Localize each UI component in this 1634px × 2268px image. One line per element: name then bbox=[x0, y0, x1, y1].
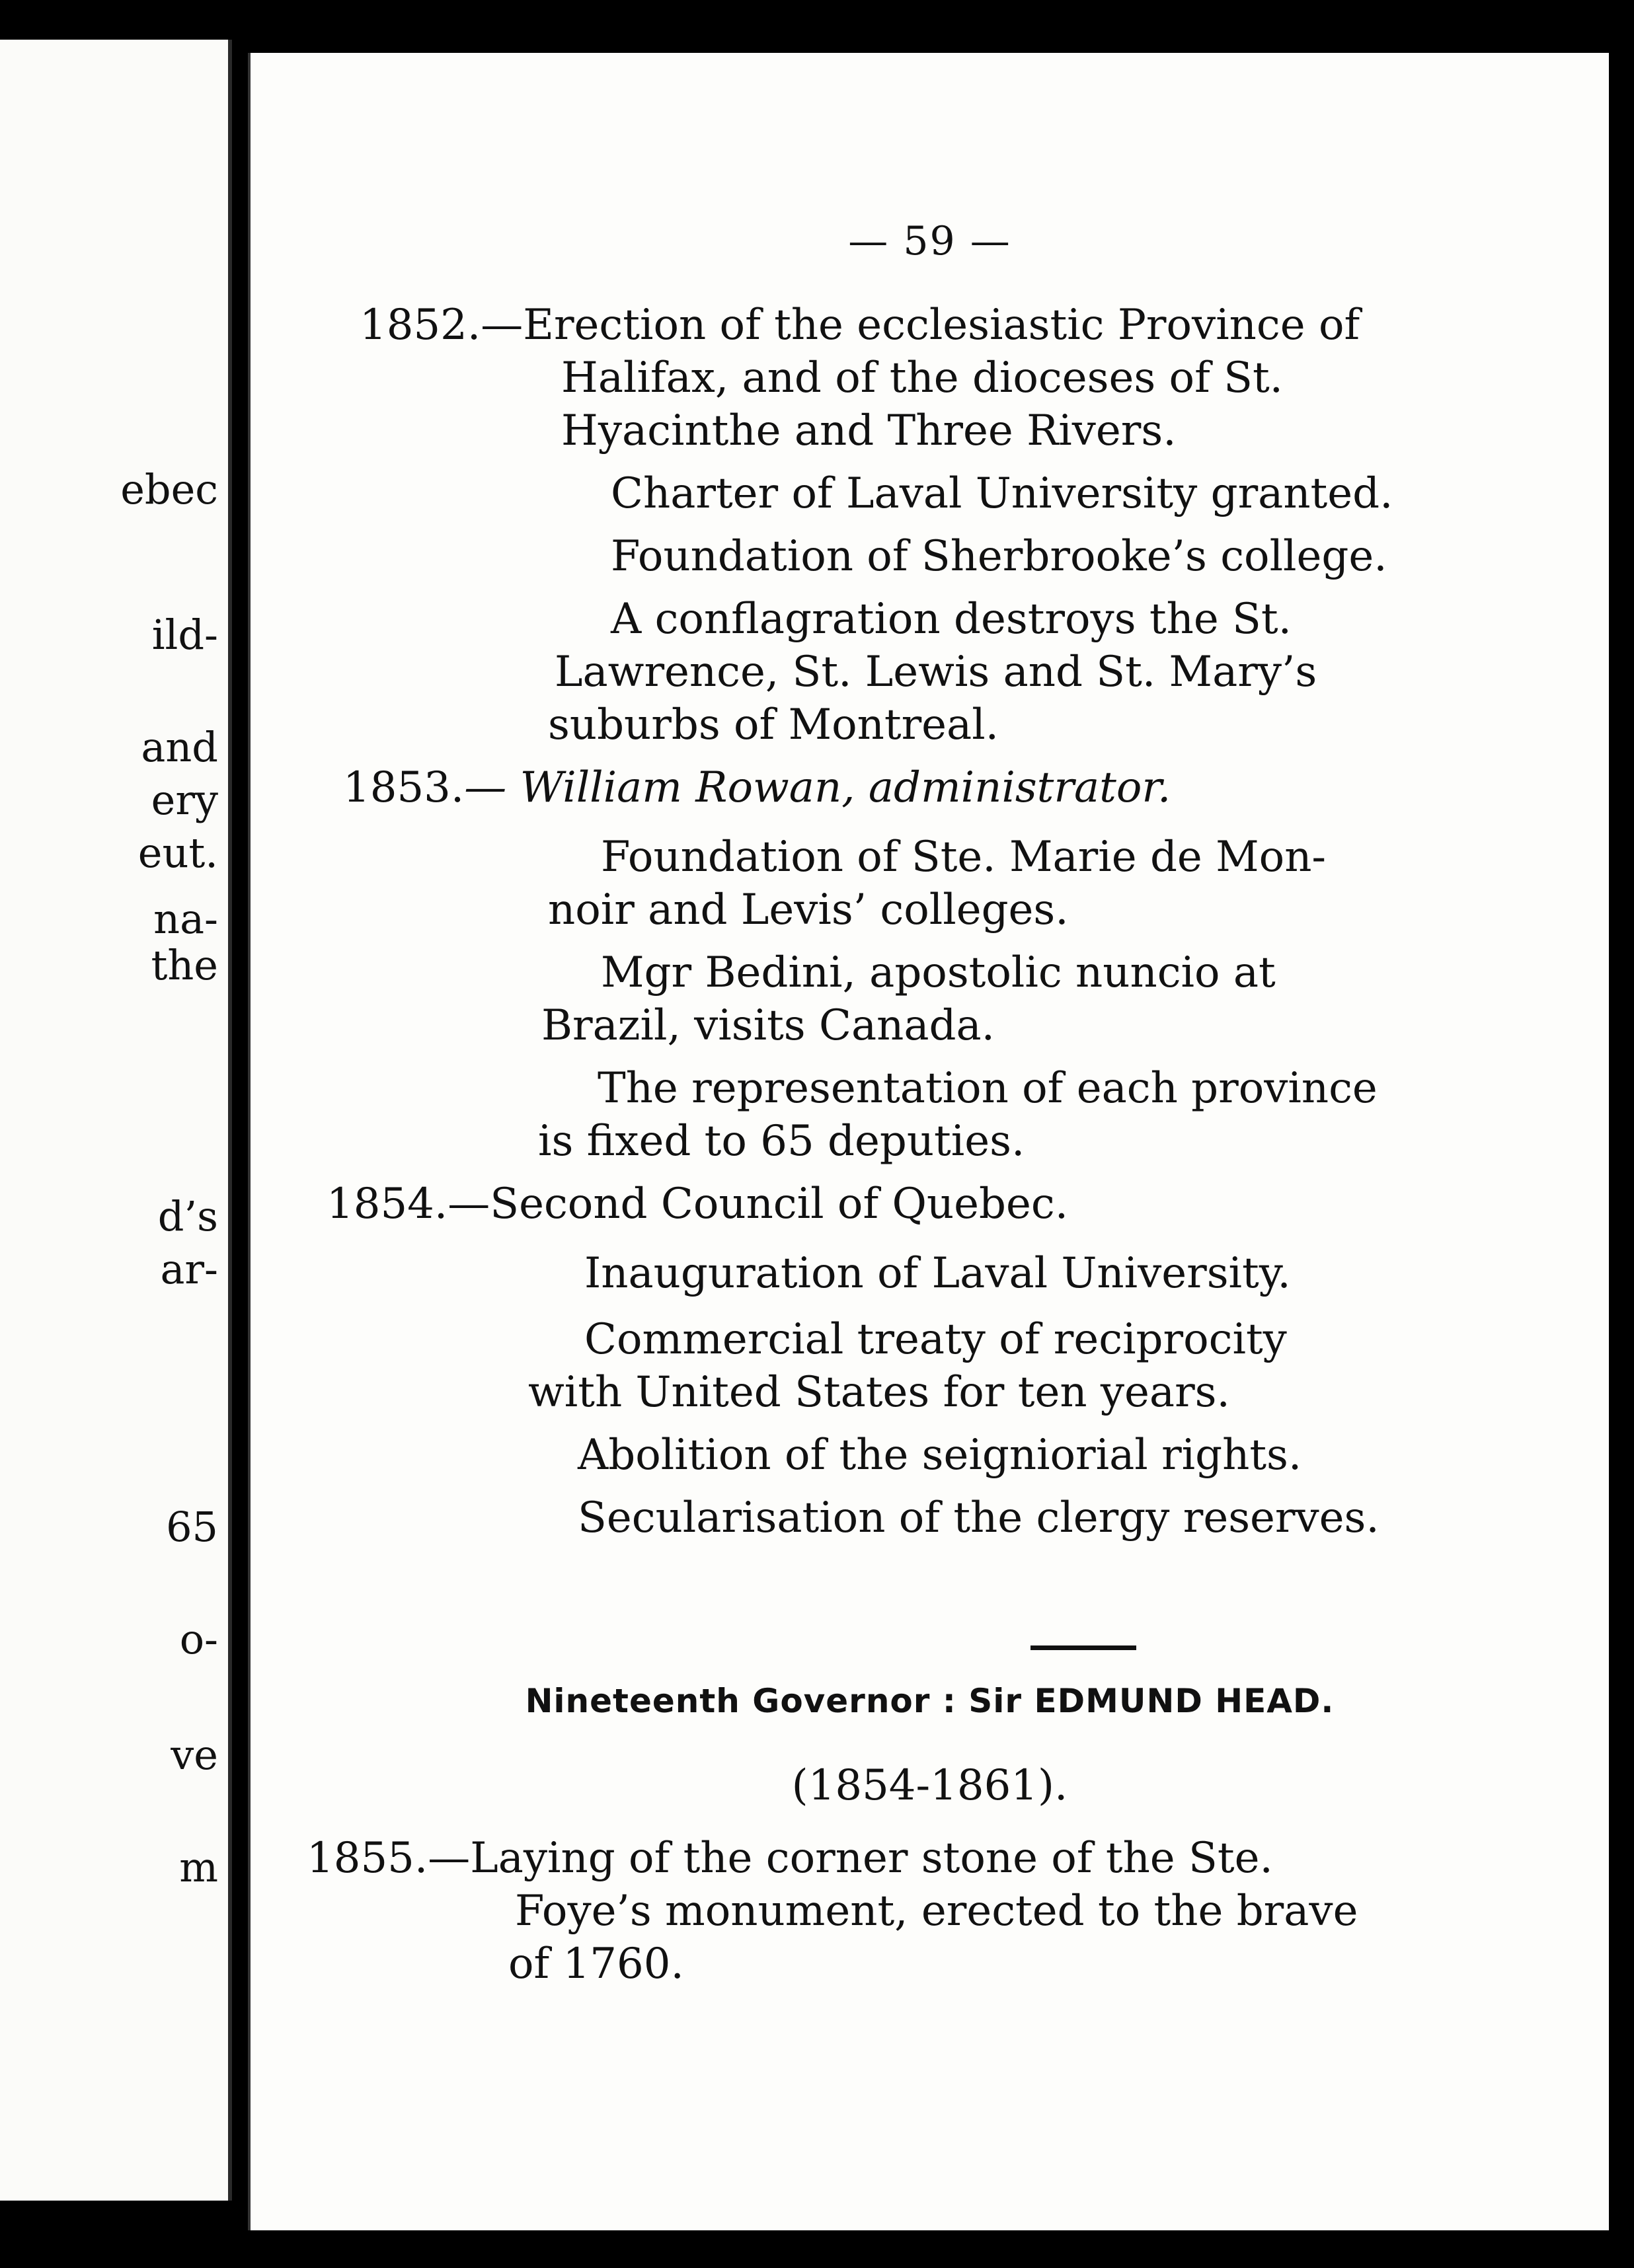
entry-line: Charter of Laval University granted. bbox=[611, 469, 1393, 518]
book-page bbox=[248, 53, 1609, 2230]
left-fragment: ar- bbox=[160, 1245, 218, 1293]
entry-line: with United States for ten years. bbox=[528, 1368, 1230, 1417]
entry-line: Halifax, and of the dioceses of St. bbox=[561, 354, 1283, 402]
entry-line: Lawrence, St. Lewis and St. Mary’s bbox=[555, 648, 1317, 697]
entry-line: suburbs of Montreal. bbox=[548, 700, 999, 749]
entry-line: Hyacinthe and Three Rivers. bbox=[561, 406, 1177, 455]
entry-line: A conflagration destroys the St. bbox=[611, 595, 1292, 644]
entry-line: Secularisation of the clergy reserves. bbox=[578, 1493, 1380, 1542]
entry-line: Commercial treaty of reciprocity bbox=[584, 1315, 1287, 1364]
entry-line: The representation of each province bbox=[598, 1064, 1378, 1113]
entry-line bbox=[327, 1180, 1069, 1228]
previous-page-edge bbox=[0, 40, 232, 2201]
governor-heading: Nineteenth Governor : Sir EDMUND HEAD. bbox=[525, 1682, 1335, 1720]
entry-year: 1852. bbox=[360, 301, 481, 350]
entry-line bbox=[307, 1834, 1273, 1883]
entry-text: — William Rowan, administrator. bbox=[464, 763, 1171, 812]
section-divider bbox=[1031, 1645, 1136, 1650]
entry-line: Mgr Bedini, apostolic nuncio at bbox=[601, 948, 1276, 997]
left-fragment: o- bbox=[179, 1615, 218, 1663]
governor-dates: (1854-1861). bbox=[791, 1761, 1068, 1810]
left-fragment: the bbox=[151, 941, 218, 989]
left-fragment: ve bbox=[171, 1731, 218, 1779]
entry-text: —Second Council of Quebec. bbox=[447, 1180, 1069, 1228]
entry-line: Inauguration of Laval University. bbox=[584, 1249, 1291, 1298]
entry-line: noir and Levis’ colleges. bbox=[548, 886, 1069, 934]
entry-line: Foundation of Sherbrooke’s college. bbox=[611, 532, 1387, 581]
entry-year: 1854. bbox=[327, 1180, 448, 1228]
entry-line: is fixed to 65 deputies. bbox=[538, 1117, 1025, 1166]
left-fragment: ery bbox=[151, 776, 218, 824]
entry-line: Foundation of Ste. Marie de Mon- bbox=[601, 833, 1327, 882]
entry-line: Brazil, visits Canada. bbox=[541, 1001, 995, 1050]
entry-text: —Erection of the ecclesiastic Province of bbox=[481, 301, 1360, 350]
page-number: — 59 — bbox=[848, 218, 1011, 264]
left-fragment: na- bbox=[153, 895, 218, 943]
left-fragment: m bbox=[179, 1843, 218, 1891]
entry-year: 1853. bbox=[343, 763, 465, 812]
left-fragment: eut. bbox=[137, 829, 218, 877]
left-fragment: and bbox=[141, 723, 218, 771]
entry-text: —Laying of the corner stone of the Ste. bbox=[428, 1834, 1273, 1883]
entry-line: Abolition of the seigniorial rights. bbox=[578, 1431, 1302, 1480]
left-fragment: 65 bbox=[166, 1503, 218, 1551]
left-fragment: ebec bbox=[120, 465, 218, 513]
entry-line bbox=[360, 301, 1360, 350]
entry-line bbox=[343, 763, 1171, 812]
entry-line: of 1760. bbox=[508, 1940, 684, 1988]
entry-line: Foye’s monument, erected to the brave bbox=[515, 1887, 1358, 1936]
left-fragment: d’s bbox=[157, 1192, 218, 1240]
entry-year: 1855. bbox=[307, 1834, 428, 1883]
left-fragment: ild- bbox=[151, 611, 218, 659]
